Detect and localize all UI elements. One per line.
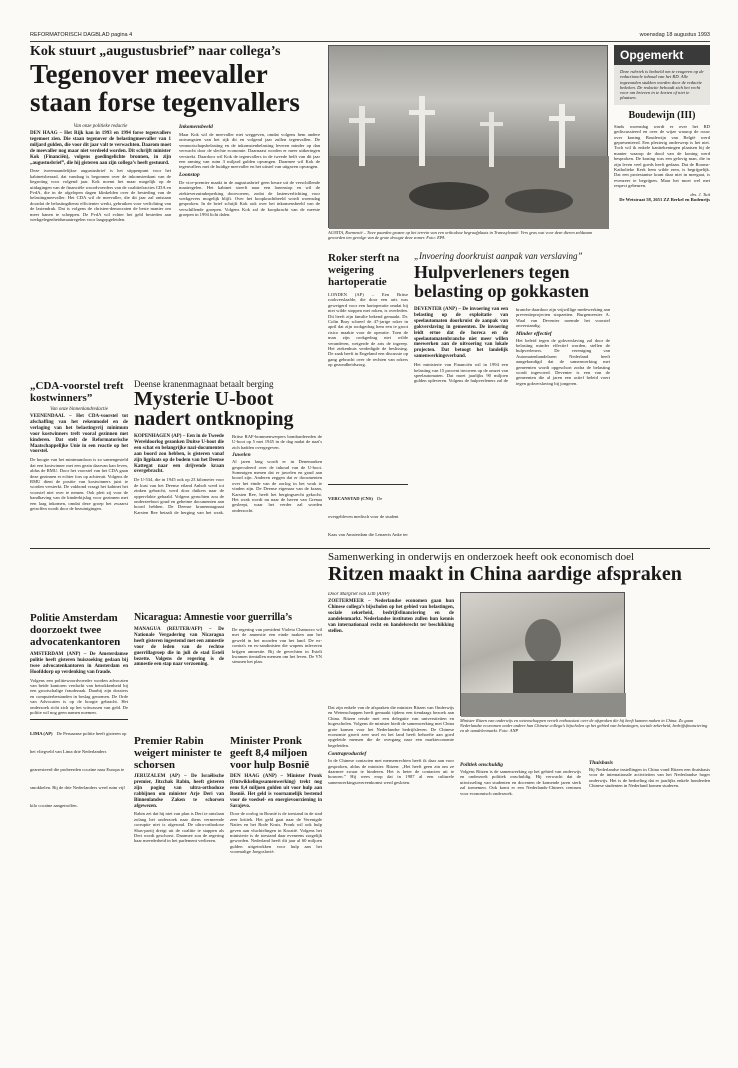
uboot-intro: KOPENHAGEN (AP) – Een in de Tweede Wereldoorlog gezonken Duitse U-boot die een schat en belangrijke nazi-documenten aan boord zou hebben, is gisteren vanaf zijn ligplaats op de bodem van het Deense Kattegat naar een drijvende kraan overgebracht. <box>134 434 224 475</box>
opgemerkt-address: De Wetstraat 58, 2651 ZZ Berkel en Rodenrijs <box>619 197 710 203</box>
lima-body: De Peruaanse politie heeft gisteren op het vliegveld van Lima drie Nederlanders gearresteerd die probeerden cocaïne naar Europa te smokkelen. Bij de drie Nederlanders werd ruim vijf kilo cocaïne aangetroffen. <box>30 731 127 809</box>
uboot-body-2: Al jaren lang wordt er in Denemarken gespeculeerd over de inhoud van de U-boot. Sommigen menen dat er juwelen en goud aan boord zijn. Anderen zeggen dat er documenten over het einde van de oorlog in het wrak te vinden zijn. De Deense eigenaar van de kraan, Karsten Ree, heeft het bergingsrecht gekocht. Het wrak wordt nu naar de haven van Grenaa gesleept, waar het verder zal worden onderzocht. <box>232 459 322 513</box>
lead-intro: DEN HAAG – Het Rijk kan in 1993 en 1994 forse tegenvallers tegemoet zien. Die staan tegenover de belastingmeevaller van 1 miljard gulden, die voor dit jaar valt te verwachten. Daarom moet de meevaller nog maar niet verdeeld worden. Dit schrijft minister Kok (Financiën), volgens goedingelichte bronnen, in zijn „augustusbrief”, die hij gisteren aan zijn collega’s heeft gestuurd. <box>30 131 171 166</box>
samen-body-4: Bij Nederlandse instellingen in China vond Ritzen een thuisbasis voor de internationale activiteiten van het Nederlandse hoger onderwijs. Het is de bedoeling dat er jaarlijks enkele honderden Chinese studenten in Nederland komen studeren. <box>589 767 710 789</box>
samen-sub-3: Thuisbasis <box>589 760 613 766</box>
samen-body: Dat zijn enkele van de afspraken die minister Ritzen van Onderwijs en Wetenschappen heeft gemaakt tijdens een tiendaags bezoek aan China. Ritzen reisde met een delegatie van universiteiten en hogescholen. Volgens de minister biedt de samenwerking met China grote kansen voor het Nederlandse bedrijfsleven. De Chinese economie groeit zeer snel en het land heeft behoefte aan goed opgeleide mensen die de overgang naar een markteconomie begeleiden. <box>328 705 454 748</box>
opgemerkt-intro: Deze rubriek is bedoeld om te reageren op de redactionele inhoud van het RD. Alle ingezonden stukken worden door de redactie bekeken. De redactie behoudt zich het recht voor om brieven in te korten of niet te plaatsen. <box>614 65 710 105</box>
hulp-kicker: „Invoering doorkruist aanpak van verslaving” <box>414 252 583 261</box>
pronk-intro: DEN HAAG (ANP) – Minister Pronk (Ontwikkelingssamenwerking) trekt nog eens 8,4 miljoen gulden uit voor hulp aan Bosnië. Het geld is voornamelijk bestemd voor de voedsel- en energievoorziening in Sarajevo. <box>230 774 322 809</box>
lead-sub-2: Loonstop <box>179 171 200 178</box>
uboot-headline-1: Mysterie U-boot <box>134 388 274 410</box>
cemetery-photo <box>328 45 608 228</box>
hulp-sub: Minder effectief <box>516 330 552 337</box>
hulp-body-2: Het beleid tegen de gokverslaving zal door de belasting minder effectief worden, stellen de hulpverleners. De vereniging van Automatenhandelaren Nederland heeft aangekondigd dat de samenwerking met gemeenten wordt opgeschort zodra de belasting wordt ingevoerd. Deventer is een van de gemeenten die al jaren een actief beleid voert tegen gokverslaving bij jongeren. <box>516 337 610 386</box>
amsterdam-article <box>30 612 128 1044</box>
section-divider <box>30 548 710 549</box>
lima-brief <box>30 719 128 812</box>
lead-headline-2: staan forse tegenvallers <box>30 87 300 117</box>
lead-body: Deze tweemaandelijkse augustusbrief is het stippenpunt voor het kabinetsberaad, dat vandaag is begonnen over de inkomstenkant van de begroting voor volgend jaar. Kok noemt het maar mogelijk op de uitdagingen van de financiële woordvoerders van de coalitiefracties CDA en PvdA, die in de afgelopen dagen klinkelden over de besteding van de belastingmeevaller. Het CDA wil de meevaller, die dit jaar zal ontstaan doordat de belastingdienst efficienter werkt, gebruiken voor verlichting van de lastendruk. Dat is volgens de christen-democraten de beste manier om meer banen te scheppen. De PvdA wil echter het geld besteden aan werkgelegenheidsmaatregelen voor laagopgeleiden. <box>30 168 171 223</box>
nicaragua-intro: MANAGUA (REUTER/AFP) – De Nationale Vergadering van Nicaragua heeft gisteren ingestemd met een amnestie voor de leden van de rechtse guerrillagroep die in juli de stad Esteli bezette. Volgens de regering is de amnestie een stap naar verzoening. <box>134 627 224 668</box>
samen-body-right <box>460 760 710 1045</box>
photo-caption: AGNITA, Roemenië – Twee paarden grazen op het terrein van een orthodoxe begraafplaats in Transsylvanië. Vers gras wat voor deze dieren zeldzaam geworden ten gevolge van de grote droogte deze zomer. Foto: EPA <box>328 230 593 241</box>
uboot-article <box>134 380 322 545</box>
samen-intro: ZOETERMEER – Nederlandse economen gaan hun Chinese collega’s bijscholen op het gebied van belastingen, sociale zekerheid, bedrijfsfinanciering en de aandelenmarkt. Nederlandse instituten zullen hun kennis van internationaal recht en handelsrecht ter beschikking stellen. <box>328 599 454 634</box>
kostwinners-byline: Van onze binnenlandredactie <box>50 407 108 412</box>
pronk-headline: Minister Pronk geeft 8,4 miljoen voor hulp Bosnië <box>230 735 310 771</box>
cemetery-photo-image <box>329 46 609 229</box>
kostwinners-article <box>30 380 128 545</box>
rabin-article <box>134 735 224 1045</box>
kostwinners-headline: „CDA-voorstel treft kostwinners” <box>30 380 124 404</box>
header-date: woensdag 18 augustus 1993 <box>639 32 710 38</box>
roker-body: LONDEN (AP) – Een Britse rookverslaafde, die door een arts was geweigerd voor een hartoperatie omdat hij niet wilde stoppen met roken, is overleden. Dit heeft zijn familie bekend gemaakt. Dr. Colin Bray schreef de 47-jarige roker in april dat zijn rookgedrag hem een te groot risico maakte voor de operatie. Toen de man zijn rookgedrag niet wilde veranderen, weigerde de arts de ingreep. Het ziekenhuis verdedigde de beslissing. De zaak heeft in Engeland een discussie op gang gebracht over de rechten van rokers op gezondheidszorg. <box>328 292 408 368</box>
nicaragua-headline: Nicaragua: Amnestie voor guerrilla’s <box>134 612 293 623</box>
opgemerkt-column <box>614 45 710 545</box>
samen-sub-2: Politiek onschuldig <box>460 762 503 768</box>
lima-label: LIMA (AP) <box>30 731 53 737</box>
lead-kicker: Kok stuurt „augustusbrief” naar collega’s <box>30 45 281 59</box>
hulpverleners-article <box>414 252 610 542</box>
hulp-intro: DEVENTER (ANP) – De invoering van een belasting op de exploitatie van speelautomaten doorkruist de aanpak van gokverslaving in gemeenten. De invoering leidt ertoe dat de horeca en de speelautomatenbranche niet meer willen meewerken aan de uitvoering van lokale projecten. Dat betoogt het landelijk samenwerkingsverband. <box>414 307 508 360</box>
ritzen-caption: Minister Ritzen van onderwijs en wetenschappen vertelt enthousiast over de afspraken die hij heeft kunnen maken in China. Zo gaan Nederlandse economen onder andere hun Chinese collega’s bijscholen op het gebied van belastingen, sociale zekerheid, bedrijfsfinanciering en de aandelenmarkt. Foto: ANP <box>460 718 708 734</box>
hulp-body: Het ministerie van Financiën wil in 1994 een belasting van 15 procent invoeren op de omzet van speelautomaten. Dat moet jaarlijks 90 miljoen gulden opleveren. Volgens de hulpverleners zal de branche daardoor zijn vrijwillige medewerking aan preventieprojecten stopzetten. Burgemeester A. Waal van Deventer noemde het voorstel onverstandig. <box>414 307 610 384</box>
samen-kicker: Samenwerking in onderwijs en onderzoek heeft ook economisch doel <box>328 551 635 563</box>
page-header <box>30 30 710 42</box>
samen-headline: Ritzen maakt in China aardige afspraken <box>328 563 682 585</box>
kostwinners-body: De hoogte van het minimumloon is zo samengesteld dat een kostwinner met een gezin daarvan kan leven, aldus de RMU. Door het voorstel van het CDA gaan deze gezinnen er echter fors op achteruit. Volgens de RMU dient de positie van kostwinners juist te worden versterkt. De vakbond vraagt het kabinet het voorstel niet over te nemen. Ook pleit zij voor de handhaving van de kinderbijslag voor gezinnen met een laag inkomen, omdat deze groep het zwaarst getroffen wordt door de bezuinigingen. <box>30 457 128 511</box>
pronk-body: Door de oorlog in Bosnië is de toestand in de stad zeer kritiek. Het geld gaat naar de Verenigde Naties en het Rode Kruis. Pronk wil ook hulp geven aan vluchtelingen in Kroatië. Volgens het ministerie is de toestand daar eveneens zorgelijk geworden. Nederland heeft dit jaar al 60 miljoen gulden uitgetrokken voor hulp aan het voormalige Joegoslavië. <box>230 811 322 855</box>
lead-headline-1: Tegenover meevaller <box>30 59 268 89</box>
samen-byline: Door Margriet van Lith (ANP) <box>328 592 390 597</box>
rabin-intro: JERUZALEM (AP) – De Israëlische premier, Jitzchak Rabin, heeft gisteren zijn poging van ultra-orthodoxe rabbijnen om minister Arje Deri van Binnenlandse Zaken te schorsen afgewezen. <box>134 774 224 809</box>
amsterdam-intro: AMSTERDAM (ANP) – De Amsterdamse politie heeft gisteren huiszoeking gedaan bij twee advocatenkantoren in Amsterdam en Hoofddorp op verdenking van fraude. <box>30 652 128 675</box>
header-left: REFORMATORISCH DAGBLAD pagina 4 <box>30 32 133 38</box>
pronk-article <box>230 735 322 1045</box>
brief-label: VERCANSTAD (CNS) <box>328 496 373 501</box>
uboot-body: De U-534, die in 1945 ook op 23 kilometer voor de kust van het Deense eiland Anholt werd tot zinken gebracht, werd door duikers naar de oppervlakte gehaald. Volgens geruchten zou de onderzeeboot goud en geheime documenten aan boord hebben. De Deense kranenmagnaat Karsten Ree betaalt de berging van het wrak. Britse RAF-bommenwerpers bombardeerden de U-boot op 5 mei 1945 in de dag nadat de nazi's zich hadden overgegeven. <box>134 434 322 515</box>
rabin-headline: Premier Rabin weigert minister te schorsen <box>134 735 222 771</box>
amsterdam-headline: Politie Amsterdam doorzoekt twee advocatenkantoren <box>30 612 121 648</box>
roker-headline: Roker sterft na weigering hartoperatie <box>328 252 400 288</box>
ritzen-photo-image <box>461 593 626 717</box>
amsterdam-body: Volgens een politiewoordvoerder worden advocaten van beide kantoren verdacht van betrokkenheid bij een grootschalige fraudezaak. Daarbij zijn dossiers en computerbestanden in beslag genomen. De Orde van Advocaten is op de hoogte gebracht. Het onderzoek richt zich op het witwassen van geld. De politie wil nog geen namen noemen. <box>30 677 128 716</box>
samen-intro-block <box>328 592 454 702</box>
uboot-headline-2: nadert ontknoping <box>134 408 294 430</box>
vervangt-brief <box>328 484 408 540</box>
lead-sub-1: Inkomensbeeld <box>179 124 213 130</box>
samen-sub-1: Contraproductief <box>328 751 367 758</box>
lead-body-3: De vice-premier maakt in de augustusbrief geen keuze uit de verschillende maatregelen. Het kabinet streeft naar een lonenstop en wil de ziekteverzuimbeperking doorvoeren, zodat de lastenverlichting voor werkgevers mogelijk blijft. Over het koopkrachtbeeld wordt woensdag gesproken. In de brief schrijft Kok ook over het inkomensbeeld van de verschillende groepen. Volgens Kok zal de koopkracht van de meeste groepen in 1994 licht dalen. <box>179 179 320 218</box>
uboot-sub: Juwelen <box>232 452 251 459</box>
opgemerkt-subhead: Boudewijn (III) <box>628 109 696 121</box>
lead-byline: Van onze politieke redactie <box>73 124 128 129</box>
opgemerkt-signature: drs. J. Tuit <box>690 191 710 197</box>
opgemerkt-title: Opgemerkt <box>614 45 710 65</box>
lead-body-2: Maar Kok wil de meevaller niet weggeven, omdat volgens hem andere ontvangsten van het rijk dit en volgend jaar zullen tegenvallen. De vennootschapsbelasting en de inkomstenbelasting leveren minder op dan verwacht door de slechte economie. Daarnaast worden er meer uitkeringen verstrekt. Daardoor wil Kok de tegenvallers in de tweede helft van dit jaar een raming van ruim 3 miljard gulden opvangen. Daarmee wil Kok de tegenvallers met de huidige meevaller en het uitstel van uitgaven opvangen. <box>179 132 320 170</box>
nicaragua-body: De regering van president Violeta Chamorro wil met de amnestie een einde maken aan het geweld in het noorden van het land. De ex-contra's en ex-sandinisten die wapens inleveren krijgen amnestie. Bij de gevechten in Esteli kwamen tientallen mensen om het leven. De VN steunen het plan. <box>232 627 322 665</box>
samen-body-3: Volgens Ritzen is de samenwerking op het gebied van onderwijs en onderzoek politiek onschuldig. Hij verwacht dat de uitwisseling van studenten en docenten de komende jaren sterk zal toenemen. Ook komt er een Nederlands-Chinees centrum voor economisch onderzoek. <box>460 769 581 796</box>
uboot-kicker: Deense kranenmagnaat betaalt berging <box>134 380 274 389</box>
brief-body: De overgebleven medisch voor de student Kaas van Amsterdam die Lenaerts Anke ter <box>328 496 408 537</box>
nicaragua-article <box>134 612 322 730</box>
hulp-headline: Hulpverleners tegen belasting op gokkasten <box>414 262 590 301</box>
samen-body-col <box>328 705 454 1045</box>
ritzen-photo <box>460 592 625 716</box>
opgemerkt-body: Sinds woensdag wordt er over het RD gediscussieerd en over de wijze waarop de rouw over koning Boudewijn van België werd gepresenteerd. Een plezierig onderwerp is het niet. Toch wil ik enkele kanttekeningen plaatsen bij de manier waarop de dood van de koning werd besproken. De koning was een gelovig man, die in zijn leven veel goeds heeft gedaan. Dat de Rooms-Katholieke Kerk hem wilde eren, is begrijpelijk. Dat een protestantse krant daar niet in meegaat, is evenzeer te begrijpen. Maar het moet wel met respect gebeuren. <box>614 123 710 189</box>
rabin-body: Rabin zei dat hij niet van plan is Deri te ontslaan zolang het onderzoek naar diens vermeende corruptie niet is afgerond. De ultra-orthodoxe Shas-partij dreigt uit de coalitie te stappen als Deri wordt geschorst. Daarmee zou de regering haar meerderheid in het parlement verliezen. <box>134 811 224 844</box>
kostwinners-intro: VEENENDAAL – Het CDA-voorstel tot afschaffing van het rekenmodel en de verlaging van het belastingvrij minimum voor kostwinners treft vooral gezinnen met kinderen. Dat stelt de Reformatorische Maatschappelijke Unie in een reactie op het voorstel. <box>30 414 128 455</box>
samen-body-2: In de Chinese contacten met mensenrechten heeft ik daar aan voor gesproken, aldus de minister. Ritzen: „Het heeft geen zin om ze daarmee zwaar te hinderen. Het is beter de contacten uit te bouwen.” Hij wees erop dat in 1987 al een culturele samenwerkingsovereenkomst werd gesloten. <box>328 758 454 785</box>
samenwerking-header <box>328 552 710 588</box>
